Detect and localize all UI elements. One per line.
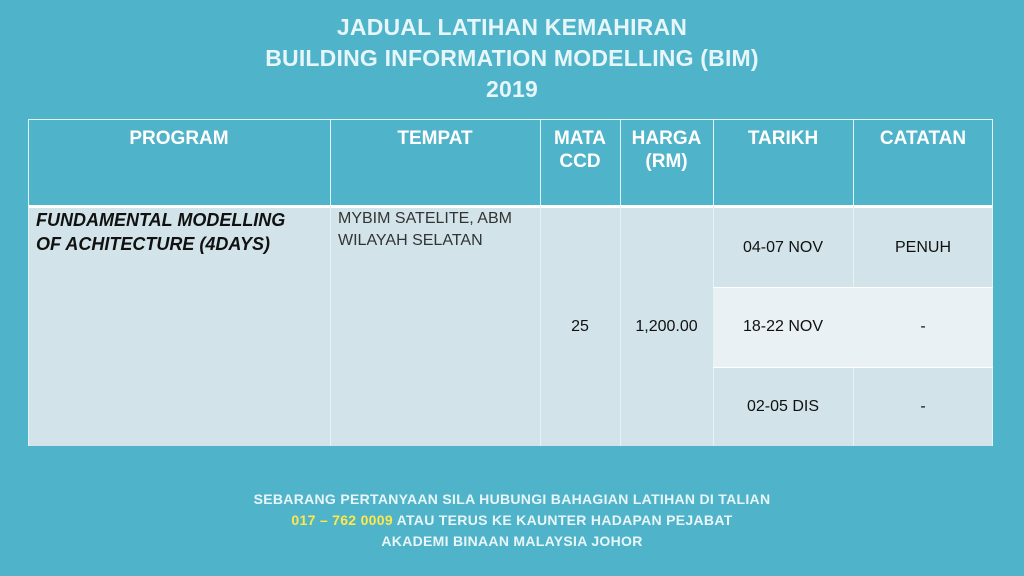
tempat-location <box>330 208 540 446</box>
footer-line-1: SEBARANG PERTANYAAN SILA HUBUNGI BAHAGIAN LATIHAN DI TALIAN <box>253 491 771 507</box>
header-mata-line1: MATA <box>553 128 607 149</box>
header-harga-line2: (RM) <box>645 151 688 172</box>
mata-ccd-value: 25 <box>540 208 620 446</box>
harga-value: 1,200.00 <box>620 208 713 446</box>
schedule-table <box>28 119 993 446</box>
header-tarikh: TARIKH <box>713 119 853 208</box>
page-title <box>0 12 1024 105</box>
session-2-catatan: - <box>853 287 993 367</box>
program-line-1: FUNDAMENTAL MODELLING <box>36 210 286 230</box>
table-border-left <box>28 119 29 446</box>
tempat-line-1: MYBIM SATELITE, ABM <box>338 210 512 227</box>
row-divider <box>713 367 993 368</box>
column-divider <box>330 119 331 446</box>
column-divider <box>540 119 541 446</box>
session-3-tarikh: 02-05 DIS <box>713 367 853 446</box>
header-mata-line2: CCD <box>559 151 601 172</box>
contact-footer <box>0 489 1024 552</box>
header-program: PROGRAM <box>28 119 330 208</box>
program-line-2: OF ACHITECTURE (4DAYS) <box>36 234 270 254</box>
column-divider <box>713 119 714 446</box>
footer-line-2-text: ATAU TERUS KE KAUNTER HADAPAN PEJABAT <box>392 512 733 528</box>
header-catatan: CATATAN <box>853 119 993 208</box>
title-line-1: JADUAL LATIHAN KEMAHIRAN <box>336 14 688 40</box>
header-tempat: TEMPAT <box>330 119 540 208</box>
phone-number: 017 – 762 0009 <box>291 512 393 528</box>
tempat-line-2: WILAYAH SELATAN <box>338 232 483 249</box>
session-2-tarikh: 18-22 NOV <box>713 287 853 367</box>
row-divider <box>713 287 993 288</box>
program-name <box>28 208 330 446</box>
session-3-catatan: - <box>853 367 993 446</box>
session-1-catatan: PENUH <box>853 208 993 287</box>
column-divider <box>853 119 854 446</box>
title-line-3: 2019 <box>486 76 538 102</box>
table-border-right <box>992 119 993 446</box>
header-harga-line1: HARGA <box>631 128 702 149</box>
column-divider <box>620 119 621 446</box>
title-line-2: BUILDING INFORMATION MODELLING (BIM) <box>265 45 759 71</box>
footer-line-2 <box>0 510 1024 531</box>
header-harga <box>620 119 713 208</box>
session-1-tarikh: 04-07 NOV <box>713 208 853 287</box>
footer-line-3: AKADEMI BINAAN MALAYSIA JOHOR <box>381 533 643 549</box>
header-mata-ccd <box>540 119 620 208</box>
